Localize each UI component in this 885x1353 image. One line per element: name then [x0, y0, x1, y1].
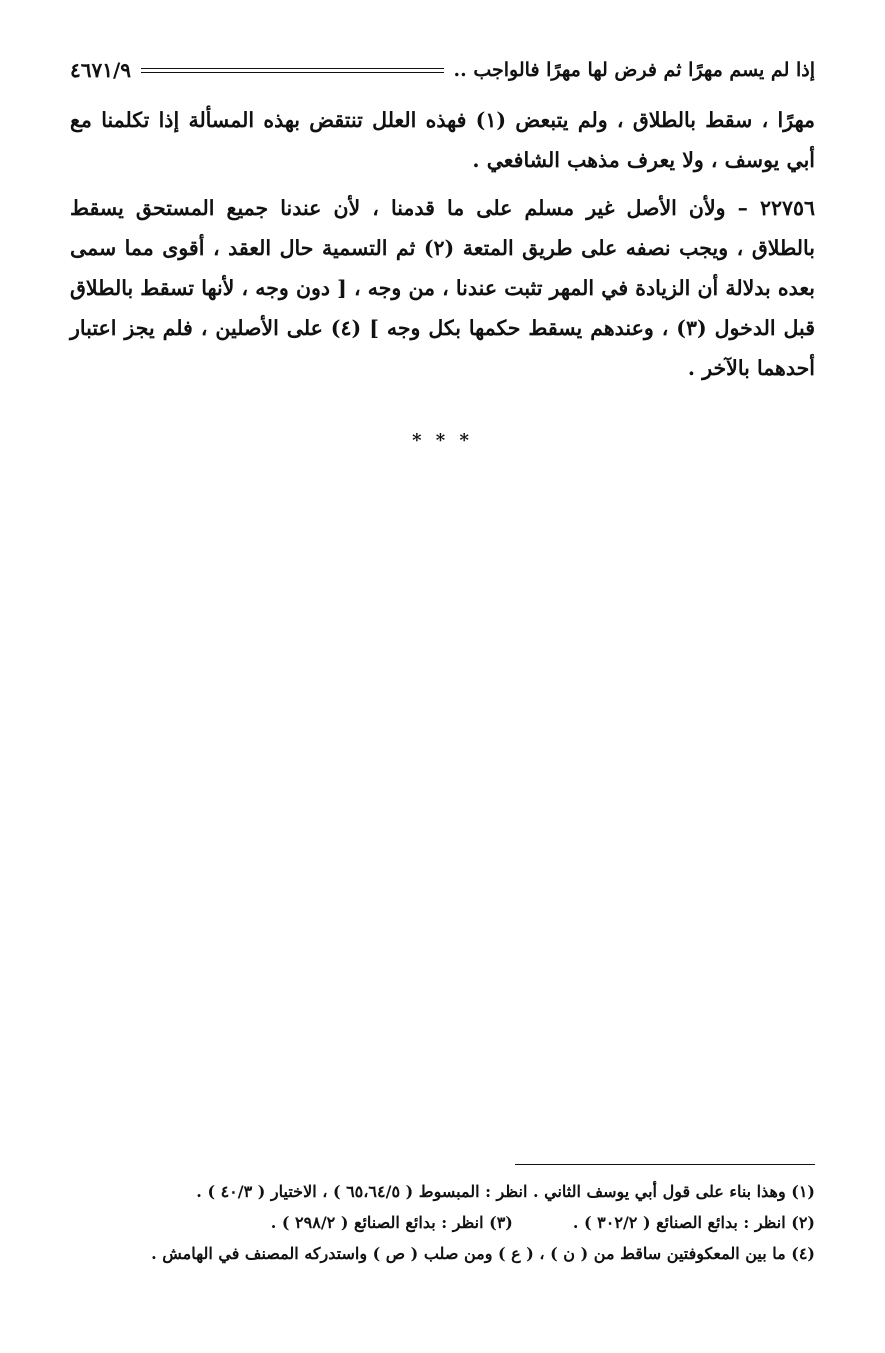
footnote-4: (٤) ما بين المعكوفتين ساقط من ( ن ) ، ( ع ) ومن صلب ( ص ) واستدركه المصنف في الهامش . — [151, 1244, 815, 1263]
header-double-rule — [141, 68, 444, 73]
footnote-row-2 — [70, 1207, 815, 1238]
footnote-2: (٢) انظر : بدائع الصنائع ( ٣٠٢/٢ ) . — [572, 1213, 815, 1232]
paragraph-number: ٢٢٧٥٦ — [759, 196, 815, 220]
footnote-3: (٣) انظر : بدائع الصنائع ( ٢٩٨/٢ ) . — [270, 1213, 513, 1232]
footnotes — [70, 1176, 815, 1269]
paragraph-continuation: مهرًا ، سقط بالطلاق ، ولم يتبعض (١) فهذه العلل تنتقض بهذه المسألة إذا تكلمنا مع أبي يوسف ، ولا يعرف مذهب الشافعي . — [70, 108, 815, 172]
header-title: إذا لم يسم مهرًا ثم فرض لها مهرًا فالواجب .. — [453, 59, 815, 81]
body-text — [70, 100, 815, 396]
footnote-1: (١) وهذا بناء على قول أبي يوسف الثاني . انظر : المبسوط ( ٦٥،٦٤/٥ ) ، الاختيار ( ٤٠/٣ ) . — [196, 1182, 815, 1201]
section-separator: * * * — [412, 430, 473, 451]
footnote-rule — [515, 1164, 815, 1165]
paragraph-22756 — [70, 188, 815, 388]
page-number: ٤٦٧١/٩ — [70, 58, 132, 82]
running-header — [70, 54, 815, 86]
paragraph-text: – ولأن الأصل غير مسلم على ما قدمنا ، لأن عندنا جميع المستحق يسقط بالطلاق ، ويجب نصفه على طريق المتعة (٢) ثم التسمية حال العقد ، أقوى مما سمى بعده بدلالة أن الزيادة في المهر تثبت عندنا ، من وجه ، [ دون وجه ، لأنها تسقط بالطلاق قبل الدخول (٣) ، وعندهم يسقط حكمها بكل وجه ] (٤) على الأصلين ، فلم يجز اعتبار أحدهما بالآخر . — [70, 196, 815, 380]
